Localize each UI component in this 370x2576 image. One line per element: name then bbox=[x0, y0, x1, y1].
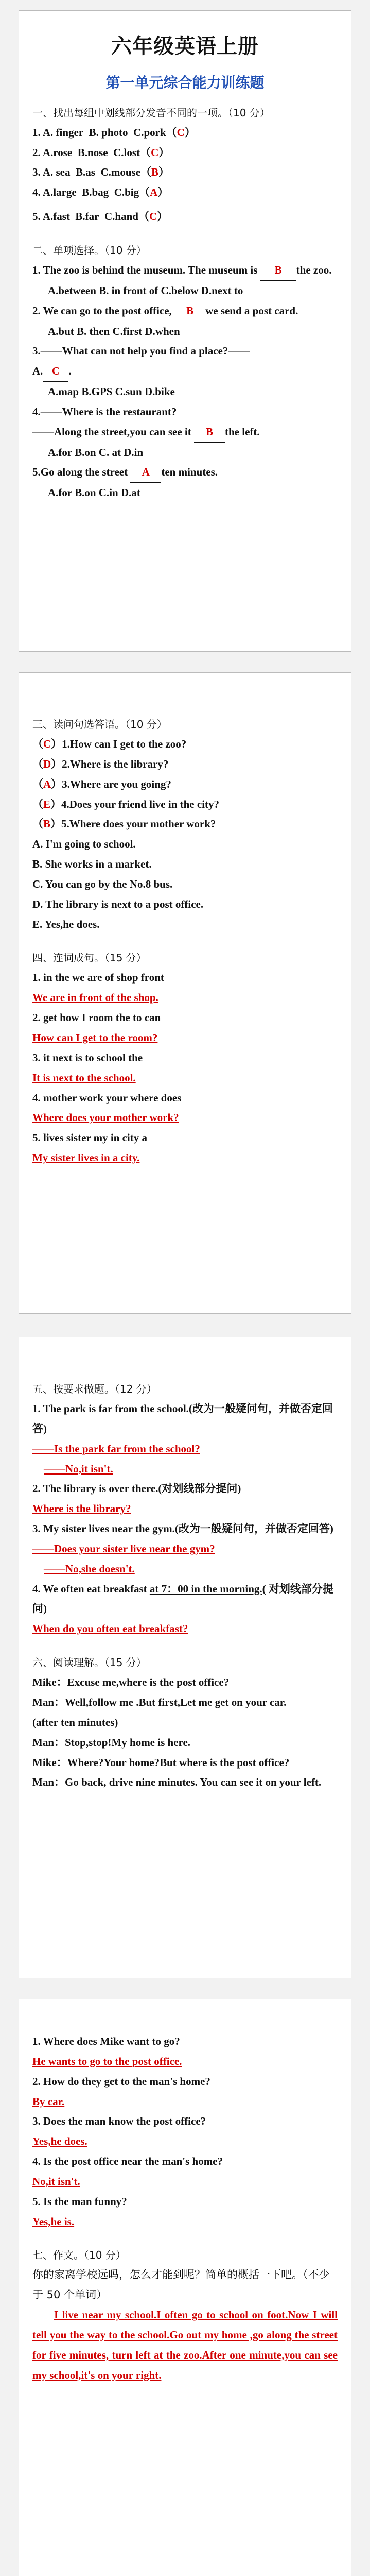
s6-dialog-2: Man：Well,follow me .But first,Let me get on your car. bbox=[32, 1696, 287, 1708]
s6-q2: 2. How do they get to the man's home? bbox=[32, 2075, 210, 2088]
s3-choice-d: D. The library is next to a post office. bbox=[32, 897, 204, 910]
s5-q4: 4. We often eat breakfast at 7：00 in the morning.( 对划线部分提问) bbox=[32, 1582, 333, 1615]
section-1 bbox=[32, 104, 338, 227]
s6-a4: No,it isn't. bbox=[32, 2175, 80, 2188]
section-7 bbox=[32, 2246, 338, 2385]
s1-item-1: 1. A. finger B. photo C.pork（C） bbox=[32, 126, 196, 139]
section-6-questions bbox=[32, 2031, 338, 2231]
s5-q2-a: Where is the library? bbox=[32, 1502, 131, 1515]
s2-q4-line1: 4.——Where is the restaurant? bbox=[32, 405, 177, 418]
s1-item-3: 3. A. sea B.as C.mouse（B） bbox=[32, 166, 170, 179]
s7-prompt: 你的家离学校远吗，怎么才能到呢？简单的概括一下吧。（不少于 50 个单词） bbox=[32, 2268, 330, 2301]
section-2 bbox=[32, 241, 338, 503]
page-1 bbox=[19, 10, 351, 652]
s5-q3-a1: ——Does your sister live near the gym? bbox=[32, 1542, 215, 1555]
page-title: 六年级英语上册 bbox=[111, 35, 259, 58]
s4-q3: 3. it next is to school the bbox=[32, 1051, 143, 1064]
s3-item-3: （A）3.Where are you going? bbox=[32, 777, 171, 790]
s4-q4: 4. mother work your where does bbox=[32, 1091, 182, 1104]
s6-a1: He wants to go to the post office. bbox=[32, 2055, 182, 2067]
section-4 bbox=[32, 948, 338, 1167]
s2-q4: ——Along the street,you can see it B the left. bbox=[32, 422, 338, 443]
s6-dialog-5: Mike：Where?Your home?But where is the post office? bbox=[32, 1756, 290, 1769]
s2-q2-options: A.but B. then C.first D.when bbox=[48, 325, 180, 337]
s6-a3: Yes,he does. bbox=[32, 2135, 87, 2148]
s5-q3-a2: ——No,she doesn't. bbox=[44, 1562, 135, 1575]
s6-dialog-4: Man：Stop,stop!My home is here. bbox=[32, 1736, 191, 1749]
section-5-heading: 五、按要求做题。（12 分） bbox=[32, 1383, 157, 1395]
page-4 bbox=[19, 1999, 351, 2576]
s4-q1: 1. in the we are of shop front bbox=[32, 971, 164, 984]
s3-choice-b: B. She works in a market. bbox=[32, 858, 152, 871]
s5-q3: 3. My sister lives near the gym.(改为一般疑问句，并做否定回答) bbox=[32, 1522, 333, 1535]
s4-q2: 2. get how I room the to can bbox=[32, 1011, 161, 1024]
s2-q3: 3.——What can not help you find a place?—— A. C . bbox=[32, 341, 338, 382]
s6-dialog-3: (after ten minutes) bbox=[32, 1716, 118, 1728]
section-3-heading: 三、读问句选答语。（10 分） bbox=[32, 718, 167, 731]
s6-q5: 5. Is the man funny? bbox=[32, 2195, 127, 2208]
s7-essay: I live near my school.I often go to school on foot.Now I will tell you the way to the school.Go out my home ,go along the street for five minutes, turn left at the zoo.After one minute,you can see my school,it's on your right. bbox=[32, 2309, 338, 2381]
s5-q4-a: When do you often eat breakfast? bbox=[32, 1622, 188, 1635]
section-1-heading: 一、找出每组中划线部分发音不同的一项。（10 分） bbox=[32, 106, 270, 119]
s6-q3: 3. Does the man know the post office? bbox=[32, 2115, 206, 2128]
s4-a3: It is next to the school. bbox=[32, 1071, 136, 1084]
s6-q4: 4. Is the post office near the man's home? bbox=[32, 2155, 223, 2168]
s6-dialog-1: Mike：Excuse me,where is the post office? bbox=[32, 1676, 230, 1689]
s1-item-5: 5. A.fast B.far C.hand（C） bbox=[32, 210, 168, 223]
s6-q1: 1. Where does Mike want to go? bbox=[32, 2035, 180, 2047]
section-7-heading: 七、作文。（10 分） bbox=[32, 2249, 126, 2262]
s5-q2: 2. The library is over there.(对划线部分提问) bbox=[32, 1482, 241, 1495]
section-6 bbox=[32, 1653, 338, 1792]
s2-q3-options: A.map B.GPS C.sun D.bike bbox=[48, 385, 175, 398]
s2-q2: 2. We can go to the post office, B we send a post card. bbox=[32, 301, 338, 321]
s4-q5: 5. lives sister my in city a bbox=[32, 1131, 148, 1144]
s6-a2: By car. bbox=[32, 2095, 65, 2108]
s3-item-1: （C）1.How can I get to the zoo? bbox=[32, 738, 187, 750]
s4-a5: My sister lives in a city. bbox=[32, 1151, 140, 1164]
s3-choice-c: C. You can go by the No.8 bus. bbox=[32, 877, 173, 890]
section-2-heading: 二、单项选择。（10 分） bbox=[32, 244, 147, 257]
s3-choice-e: E. Yes,he does. bbox=[32, 918, 100, 930]
s6-a5: Yes,he is. bbox=[32, 2215, 75, 2228]
page-subtitle: 第一单元综合能力训练题 bbox=[105, 74, 265, 91]
s6-dialog-6: Man：Go back, drive nine minutes. You can see it on your left. bbox=[32, 1776, 322, 1789]
section-4-heading: 四、连词成句。（15 分） bbox=[32, 952, 147, 964]
s3-item-2: （D）2.Where is the library? bbox=[32, 757, 169, 770]
s2-q1-options: A.between B. in front of C.below D.next to bbox=[48, 284, 243, 297]
section-5 bbox=[32, 1380, 338, 1639]
s2-q5-options: A.for B.on C.in D.at bbox=[48, 486, 140, 499]
s3-choice-a: A. I'm going to school. bbox=[32, 838, 136, 851]
page-3 bbox=[19, 1337, 351, 1978]
s5-q1-a1: ——Is the park far from the school? bbox=[32, 1442, 200, 1455]
s4-a4: Where does your mother work? bbox=[32, 1111, 179, 1124]
s3-item-5: （B）5.Where does your mother work? bbox=[32, 818, 216, 831]
section-3 bbox=[32, 715, 338, 934]
section-6-heading: 六、阅读理解。（15 分） bbox=[32, 1656, 147, 1669]
s2-q5: 5.Go along the street A ten minutes. bbox=[32, 462, 338, 483]
s2-q4-options: A.for B.on C. at D.in bbox=[48, 446, 144, 459]
s5-q1: 1. The park is far from the school.(改为一般疑问句，并做否定回答) bbox=[32, 1402, 333, 1435]
page-2 bbox=[19, 672, 351, 1314]
s1-item-2: 2. A.rose B.nose C.lost（C） bbox=[32, 146, 170, 159]
s2-q1: 1. The zoo is behind the museum. The museum is B the zoo. bbox=[32, 260, 338, 281]
s3-item-4: （E）4.Does your friend live in the city? bbox=[32, 798, 220, 810]
s5-q1-a2: ——No,it isn't. bbox=[44, 1462, 113, 1475]
s4-a2: How can I get to the room? bbox=[32, 1031, 158, 1044]
s4-a1: We are in front of the shop. bbox=[32, 991, 158, 1004]
s1-item-4: 4. A.large B.bag C.big（A） bbox=[32, 186, 169, 199]
